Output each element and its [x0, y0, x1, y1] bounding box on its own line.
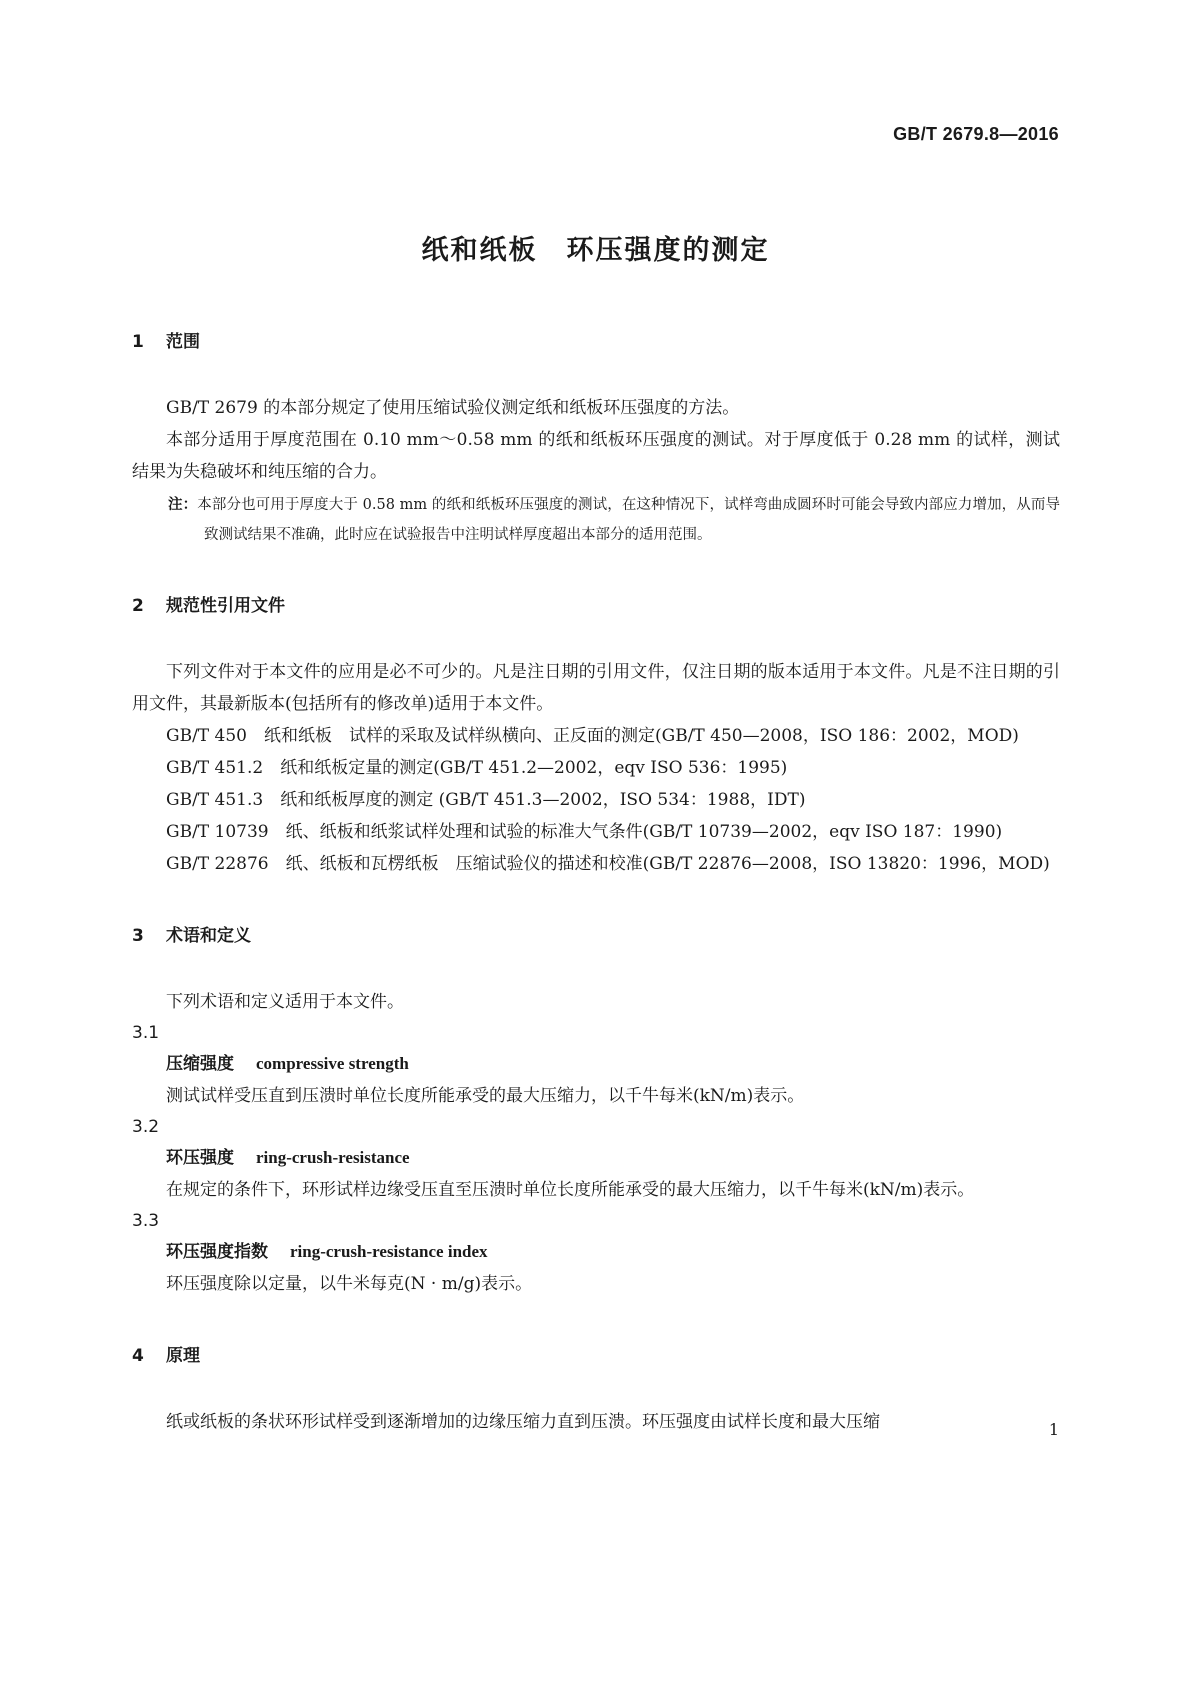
paragraph: 纸或纸板的条状环形试样受到逐渐增加的边缘压缩力直到压溃。环压强度由试样长度和最大压缩	[166, 1412, 880, 1432]
section-number: 4	[132, 1346, 144, 1366]
term-number: 3.2	[132, 1117, 160, 1137]
reference-item: GB/T 10739 纸、纸板和纸浆试样处理和试验的标准大气条件(GB/T 10739—2002，eqv ISO 187：1990)	[166, 822, 1003, 842]
paragraph: 本部分适用于厚度范围在 0.10 mm～0.58 mm 的纸和纸板环压强度的测试。对于厚度低于 0.28 mm 的试样，测试结果为失稳破坏和纯压缩的合力。	[132, 430, 1060, 482]
section-heading-normative-references	[132, 594, 1060, 618]
term-name-zh: 环压强度指数	[166, 1242, 268, 1262]
note	[132, 490, 1060, 550]
term-name-en: compressive strength	[256, 1054, 409, 1073]
term-definition: 测试试样受压直到压溃时单位长度所能承受的最大压缩力，以千牛每米(kN/m)表示。	[166, 1086, 805, 1106]
term-name-zh: 压缩强度	[166, 1054, 234, 1074]
term-name	[132, 1236, 1060, 1268]
document-body	[132, 330, 1060, 1438]
reference-item: GB/T 451.2 纸和纸板定量的测定(GB/T 451.2—2002，eqv ISO 536：1995)	[166, 758, 788, 778]
section-number: 2	[132, 596, 144, 616]
term-definition: 环压强度除以定量，以牛米每克(N · m/g)表示。	[166, 1274, 533, 1294]
note-text: 本部分也可用于厚度大于 0.58 mm 的纸和纸板环压强度的测试，在这种情况下，试样弯曲成圆环时可能会导致内部应力增加，从而导致测试结果不准确，此时应在试验报告中注明试样厚度超出本部分的适用范围。	[197, 497, 1061, 543]
reference-item: GB/T 450 纸和纸板 试样的采取及试样纵横向、正反面的测定(GB/T 450—2008，ISO 186：2002，MOD)	[166, 726, 1019, 746]
paragraph: 下列文件对于本文件的应用是必不可少的。凡是注日期的引用文件，仅注日期的版本适用于本文件。凡是不注日期的引用文件，其最新版本(包括所有的修改单)适用于本文件。	[132, 662, 1060, 714]
section-heading-principle	[132, 1344, 1060, 1368]
section-title: 范围	[166, 332, 200, 352]
section-heading-terms	[132, 924, 1060, 948]
section-number: 1	[132, 332, 144, 352]
section-title: 原理	[166, 1346, 200, 1366]
term-definition: 在规定的条件下，环形试样边缘受压直至压溃时单位长度所能承受的最大压缩力，以千牛每米(kN/m)表示。	[166, 1180, 975, 1200]
term-number: 3.1	[132, 1023, 160, 1043]
section-heading-scope	[132, 330, 1060, 354]
standard-code: GB/T 2679.8—2016	[893, 124, 1059, 144]
term-name-zh: 环压强度	[166, 1148, 234, 1168]
section-title: 规范性引用文件	[166, 596, 285, 616]
document-title: 纸和纸板 环压强度的测定	[421, 235, 770, 266]
term-number: 3.3	[132, 1211, 160, 1231]
reference-item: GB/T 451.3 纸和纸板厚度的测定 (GB/T 451.3—2002，ISO 534：1988，IDT)	[166, 790, 806, 810]
term-name	[132, 1048, 1060, 1080]
paragraph: 下列术语和定义适用于本文件。	[166, 992, 404, 1012]
term-name-en: ring-crush-resistance index	[290, 1242, 488, 1261]
term-name	[132, 1142, 1060, 1174]
note-label: 注：	[168, 496, 198, 513]
section-title: 术语和定义	[166, 926, 251, 946]
page-number: 1	[1048, 1420, 1059, 1439]
paragraph: GB/T 2679 的本部分规定了使用压缩试验仪测定纸和纸板环压强度的方法。	[166, 398, 740, 418]
term-name-en: ring-crush-resistance	[256, 1148, 410, 1167]
reference-item: GB/T 22876 纸、纸板和瓦楞纸板 压缩试验仪的描述和校准(GB/T 22876—2008，ISO 13820：1996，MOD)	[166, 854, 1050, 874]
section-number: 3	[132, 926, 144, 946]
